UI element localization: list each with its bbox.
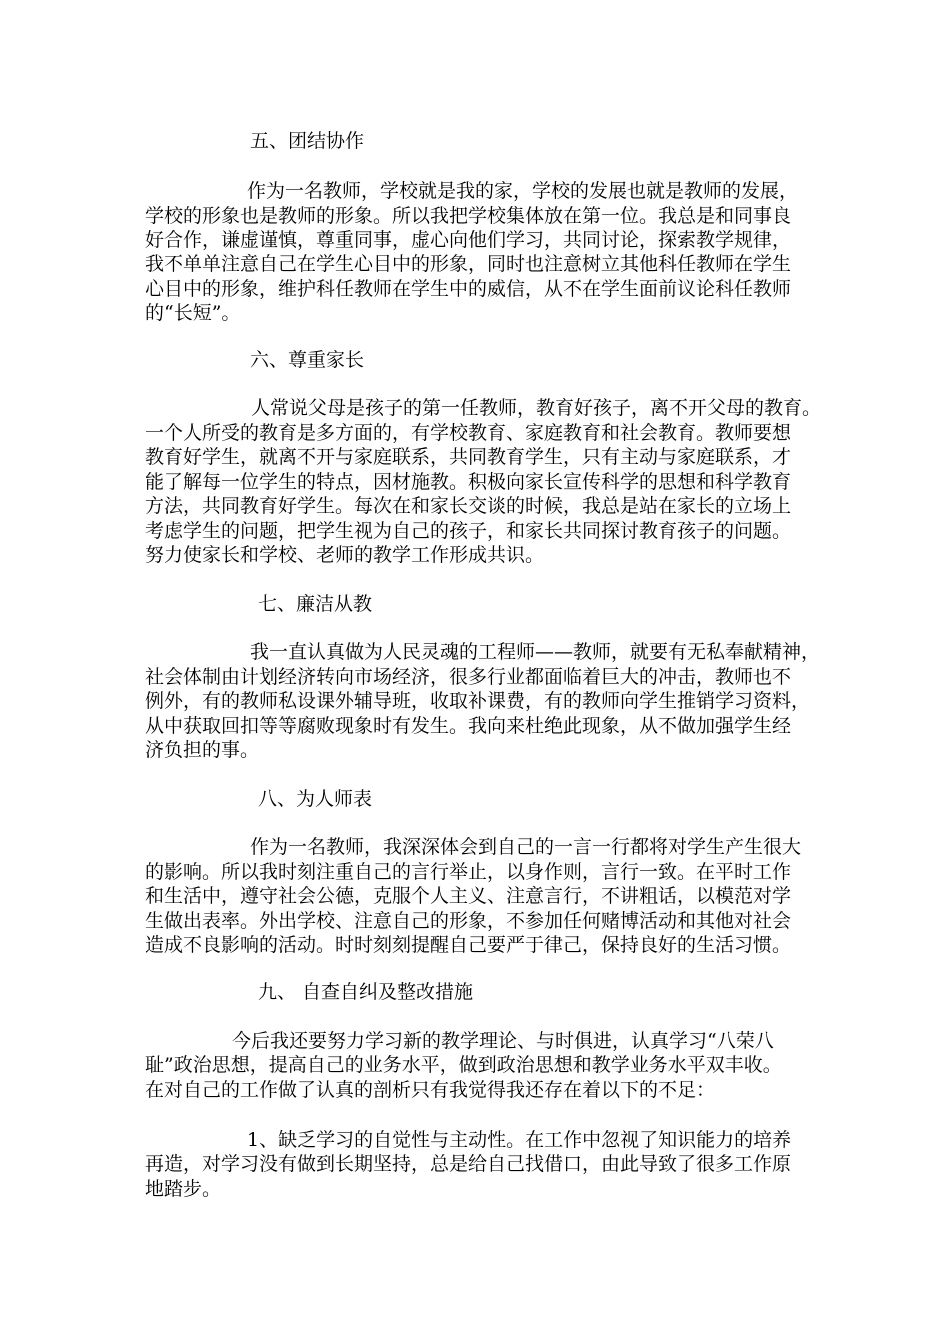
paragraph-line: 济负担的事。 <box>145 739 260 761</box>
paragraph-line: 学校的形象也是教师的形象。所以我把学校集体放在第一位。我总是和同事良 <box>145 205 792 227</box>
paragraph-line: 好合作，谦虚谨慎，尊重同事，虚心向他们学习，共同讨论，探索教学规律， <box>145 229 792 251</box>
section-heading: 九、 自查自纠及整改措施 <box>258 981 474 1003</box>
paragraph-line: 耻”政治思想，提高自己的业务水平，做到政治思想和教学业务水平双丰收。 <box>145 1054 782 1076</box>
paragraph-line: 作为一名教师，学校就是我的家，学校的发展也就是教师的发展， <box>247 180 799 202</box>
paragraph-line: 和生活中，遵守社会公德，克服个人主义、注意言行，不讲粗话，以模范对学 <box>145 885 792 907</box>
paragraph-line: 社会体制由计划经济转向市场经济，很多行业都面临着巨大的冲击，教师也不 <box>145 666 792 688</box>
paragraph-line: 教育好学生，就离不开与家庭联系，共同教育学生，只有主动与家庭联系，才 <box>145 446 792 468</box>
paragraph-line: 从中获取回扣等等腐败现象时有发生。我向来杜绝此现象，从不做加强学生经 <box>145 715 792 737</box>
paragraph-line: 1、缺乏学习的自觉性与主动性。在工作中忽视了知识能力的培养 <box>247 1129 792 1151</box>
paragraph-line: 我一直认真做为人民灵魂的工程师——教师，就要有无私奉献精神， <box>250 641 821 663</box>
paragraph-line: 今后我还要努力学习新的教学理论、与时俱进，认真学习“八荣八 <box>232 1030 774 1052</box>
paragraph-line: 例外，有的教师私设课外辅导班，收取补课费，有的教师向学生推销学习资料， <box>145 690 811 712</box>
paragraph-line: 地踏步。 <box>145 1178 222 1200</box>
paragraph-line: 生做出表率。外出学校、注意自己的形象，不参加任何赌博活动和其他对社会 <box>145 910 792 932</box>
section-heading: 五、团结协作 <box>250 130 365 152</box>
paragraph-line: 能了解每一位学生的特点，因材施教。积极向家长宣传科学的思想和科学教育 <box>145 471 792 493</box>
paragraph-line: 一个人所受的教育是多方面的，有学校教育、家庭教育和社会教育。教师要想 <box>145 422 792 444</box>
paragraph-line: 心目中的形象，维护科任教师在学生中的威信，从不在学生面前议论科任教师 <box>145 278 792 300</box>
paragraph-line: 努力使家长和学校、老师的教学工作形成共识。 <box>145 544 545 566</box>
paragraph-line: 的影响。所以我时刻注重自己的言行举止，以身作则，言行一致。在平时工作 <box>145 861 792 883</box>
section-heading: 七、廉洁从教 <box>258 593 373 615</box>
section-heading: 六、尊重家长 <box>250 349 365 371</box>
paragraph-line: 方法，共同教育好学生。每次在和家长交谈的时候，我总是站在家长的立场上 <box>145 495 792 517</box>
paragraph-line: 造成不良影响的活动。时时刻刻提醒自己要严于律己，保持良好的生活习惯。 <box>145 934 792 956</box>
section-heading: 八、为人师表 <box>258 788 373 810</box>
paragraph-line: 考虑学生的问题，把学生视为自己的孩子，和家长共同探讨教育孩子的问题。 <box>145 520 792 542</box>
paragraph-line: 在对自己的工作做了认真的剖析只有我觉得我还存在着以下的不足： <box>145 1079 716 1101</box>
paragraph-line: 再造，对学习没有做到长期坚持，总是给自己找借口，由此导致了很多工作原 <box>145 1153 792 1175</box>
paragraph-line: 我不单单注意自己在学生心目中的形象，同时也注意树立其他科任教师在学生 <box>145 253 792 275</box>
paragraph-line: 的“长短”。 <box>145 302 241 324</box>
paragraph-line: 人常说父母是孩子的第一任教师，教育好孩子，离不开父母的教育。 <box>251 397 822 419</box>
paragraph-line: 作为一名教师，我深深体会到自己的一言一行都将对学生产生很大 <box>250 836 802 858</box>
